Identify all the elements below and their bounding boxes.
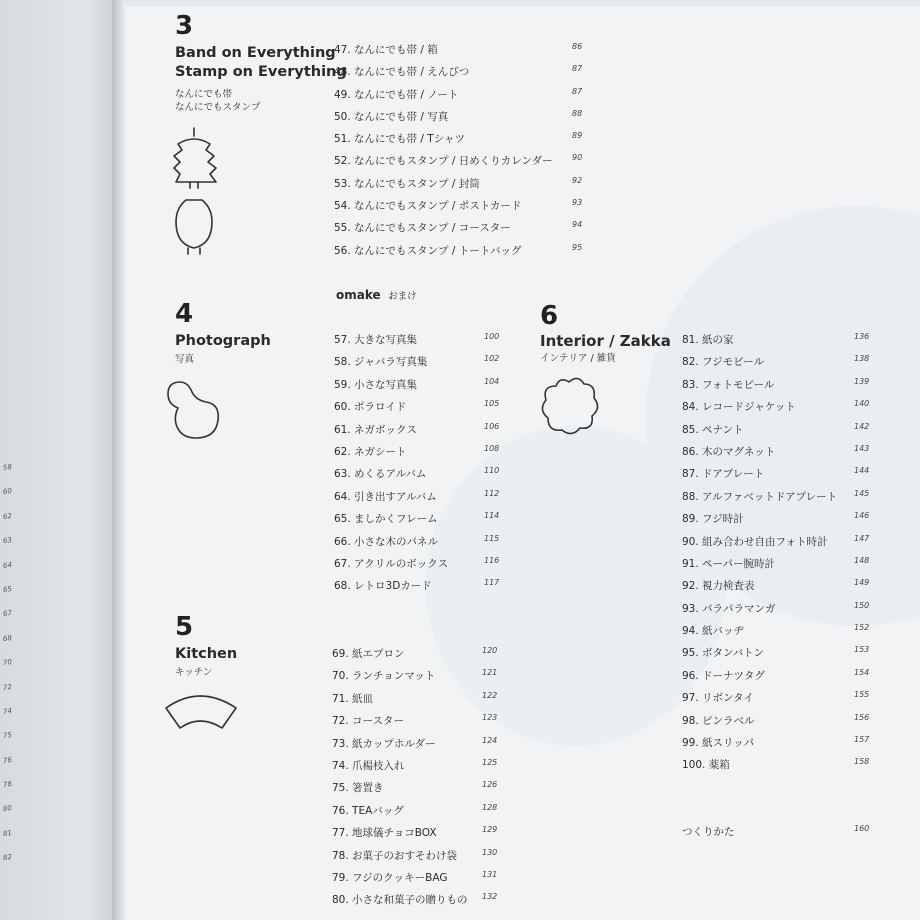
entry-page: 128 — [482, 802, 498, 812]
entry-label: 67. アクリルのボックス — [334, 557, 449, 570]
toc-entry[interactable] — [682, 690, 872, 712]
gourd-icon — [166, 376, 224, 440]
section-title-en: Stamp on Everything — [175, 64, 347, 80]
entry-label: 47. なんにでも帯 / 箱 — [334, 44, 438, 56]
entry-page: 146 — [854, 511, 870, 521]
toc-entry[interactable] — [332, 691, 512, 713]
left-page-number: 68 — [2, 633, 13, 643]
entry-label: 100. 薬箱 — [682, 759, 730, 772]
entry-label: 93. パラパラマンガ — [682, 602, 776, 615]
toc-entry[interactable] — [334, 444, 509, 466]
entry-label: 69. 紙エプロン — [332, 648, 405, 660]
left-page-number: 64 — [2, 560, 13, 570]
entry-page: 143 — [854, 443, 870, 453]
entry-page: 87 — [572, 64, 583, 74]
entry-label: 70. ランチョンマット — [332, 670, 436, 683]
toc-entry[interactable] — [682, 422, 872, 444]
entry-page: 123 — [482, 713, 498, 723]
entry-label: 58. ジャバラ写真集 — [334, 356, 428, 369]
entry-page: 156 — [854, 712, 870, 722]
entry-page: 108 — [484, 443, 500, 453]
entry-page: 136 — [854, 332, 870, 341]
toc-entry[interactable] — [332, 713, 512, 735]
entry-label: 95. ボタンバトン — [682, 647, 765, 660]
toc-entry[interactable] — [334, 64, 584, 86]
entry-page: 149 — [854, 578, 870, 588]
entry-page: 88 — [572, 108, 583, 118]
left-page-numbers — [4, 462, 34, 877]
toc-entry[interactable] — [332, 668, 512, 690]
entry-label: 76. TEAバッグ — [332, 804, 404, 817]
entry-page: 92 — [572, 175, 583, 185]
toc-entry[interactable] — [334, 176, 584, 198]
toc-entry[interactable] — [334, 377, 509, 399]
entry-page: 157 — [854, 735, 870, 745]
toc-entry[interactable] — [334, 354, 509, 376]
entry-label: 59. 小さな写真集 — [334, 378, 418, 391]
section-5-list — [332, 646, 512, 915]
book-gutter — [112, 0, 126, 920]
toc-entry[interactable] — [332, 758, 512, 780]
omake-label — [336, 288, 417, 302]
entry-label: 89. フジ時計 — [682, 513, 744, 526]
section-3-heading — [175, 12, 347, 114]
entry-label: 64. 引き出すアルバム — [334, 490, 437, 503]
entry-page: 152 — [854, 623, 870, 633]
toc-entry[interactable] — [682, 735, 872, 757]
entry-page: 102 — [484, 354, 500, 364]
left-page-number: 60 — [2, 487, 13, 497]
entry-label: 50. なんにでも帯 / 写真 — [334, 110, 449, 123]
section-number: 5 — [175, 612, 194, 642]
entry-page: 86 — [572, 42, 583, 51]
entry-label: 62. ネガシート — [334, 445, 407, 458]
toc-entry[interactable] — [682, 757, 872, 779]
section-title-jp: なんにでも帯 — [175, 89, 233, 100]
toc-entry[interactable] — [682, 668, 872, 690]
toc-entry[interactable] — [334, 332, 509, 354]
entry-label: 73. 紙カップホルダー — [332, 737, 436, 750]
left-page-number: 81 — [2, 828, 13, 838]
section-title-en: Interior / Zakka — [540, 332, 671, 350]
toc-entry[interactable] — [332, 803, 512, 825]
entry-page: 100 — [484, 332, 500, 341]
entry-page: 110 — [484, 466, 500, 476]
toc-entry[interactable] — [334, 42, 584, 64]
left-page-number: 62 — [2, 511, 13, 521]
toc-entry[interactable] — [682, 399, 872, 421]
entry-label: 99. 紙スリッパ — [682, 737, 755, 750]
toc-entry[interactable] — [334, 87, 584, 109]
toc-entry[interactable] — [682, 578, 872, 600]
section-3-list — [334, 42, 584, 265]
entry-page: 130 — [482, 847, 498, 857]
entry-page: 144 — [854, 466, 870, 476]
entry-label: 60. ポラロイド — [334, 401, 407, 414]
section-number: 6 — [540, 301, 559, 331]
toc-entry[interactable] — [332, 825, 512, 847]
toc-entry[interactable] — [334, 578, 509, 600]
left-page-number: 58 — [2, 462, 13, 473]
entry-label: 98. ピンラベル — [682, 714, 755, 727]
toc-entry[interactable] — [682, 556, 872, 578]
section-6-heading — [540, 302, 671, 365]
left-page-number: 72 — [2, 682, 13, 692]
entry-label: 65. ましかくフレーム — [334, 513, 438, 526]
toc-entry[interactable] — [332, 736, 512, 758]
left-page-number: 80 — [2, 804, 13, 814]
entry-page: 104 — [484, 376, 500, 386]
entry-label: 86. 木のマグネット — [682, 445, 776, 458]
section-6-list — [682, 332, 872, 780]
section-number: 4 — [175, 299, 194, 329]
entry-page: 105 — [484, 399, 500, 409]
toc-entry[interactable] — [332, 870, 512, 892]
entry-label: 52. なんにでもスタンプ / 日めくりカレンダー — [334, 155, 553, 168]
entry-label: 97. リボンタイ — [682, 692, 754, 705]
section-title-jp: キッチン — [175, 667, 213, 678]
toc-entry[interactable] — [682, 645, 872, 667]
toc-entry[interactable] — [682, 713, 872, 735]
entry-page: 142 — [854, 421, 870, 431]
entry-page: 153 — [854, 645, 870, 655]
toc-entry[interactable] — [332, 646, 512, 668]
entry-page: 114 — [484, 511, 500, 521]
toc-entry[interactable] — [332, 780, 512, 802]
entry-page: 148 — [854, 555, 870, 565]
entry-page: 129 — [482, 825, 498, 835]
section-title-jp: なんにでもスタンプ — [175, 102, 261, 113]
entry-label: 94. 紙バッヂ — [682, 625, 745, 638]
entry-label: 77. 地球儀チョコBOX — [332, 827, 437, 840]
entry-page: 87 — [572, 86, 583, 96]
toc-entry[interactable] — [682, 444, 872, 466]
left-page-number: 78 — [2, 780, 13, 790]
left-page-number: 74 — [2, 706, 13, 717]
toc-entry[interactable] — [682, 489, 872, 511]
left-page-number: 75 — [2, 731, 13, 741]
entry-label: 68. レトロ3Dカード — [334, 580, 432, 593]
section-4-list — [334, 332, 509, 601]
entry-page: 90 — [572, 153, 583, 163]
entry-page: 125 — [482, 757, 498, 767]
entry-label: 88. アルファベットドアプレート — [682, 490, 838, 503]
toc-entry[interactable] — [334, 153, 584, 175]
entry-label: 83. フォトモビール — [682, 378, 775, 391]
section-number: 3 — [175, 11, 194, 41]
toc-entry[interactable] — [334, 109, 584, 131]
toc-entry[interactable] — [334, 243, 584, 265]
toc-entry[interactable] — [682, 377, 872, 399]
entry-page: 132 — [482, 892, 498, 902]
entry-page: 120 — [482, 646, 498, 655]
entry-page: 116 — [484, 555, 500, 565]
entry-page: 154 — [854, 667, 870, 677]
toc-entry[interactable] — [332, 892, 512, 914]
entry-page: 95 — [572, 242, 583, 252]
toc-entry[interactable] — [334, 399, 509, 421]
entry-label: 85. ペナント — [682, 423, 744, 436]
entry-page: 150 — [854, 600, 870, 610]
entry-page: 115 — [484, 533, 500, 543]
toc-entry[interactable] — [334, 489, 509, 511]
entry-label: 79. フジのクッキーBAG — [332, 871, 448, 884]
toc-entry[interactable] — [334, 556, 509, 578]
toc-entry[interactable] — [334, 220, 584, 242]
entry-label: 54. なんにでもスタンプ / ポストカード — [334, 200, 522, 213]
toc-entry[interactable] — [334, 198, 584, 220]
entry-label: 72. コースター — [332, 715, 405, 728]
entry-label: 96. ドーナツタグ — [682, 669, 765, 682]
entry-page: 122 — [482, 690, 498, 700]
entry-page: 140 — [854, 399, 870, 409]
toc-entry[interactable] — [682, 534, 872, 556]
entry-label: 87. ドアプレート — [682, 468, 765, 481]
bread-tower-icon — [170, 126, 222, 256]
entry-label: 82. フジモビール — [682, 356, 764, 369]
section-5-heading — [175, 613, 237, 679]
section-title-jp: 写真 — [175, 354, 195, 365]
entry-label: つくりかた — [682, 826, 735, 838]
entry-label: 57. 大きな写真集 — [334, 334, 418, 346]
entry-page: 89 — [572, 131, 583, 141]
entry-label: 66. 小さな木のパネル — [334, 535, 439, 548]
entry-label: 84. レコードジャケット — [682, 401, 796, 414]
entry-label: 63. めくるアルバム — [334, 468, 427, 481]
toc-entry[interactable] — [682, 332, 872, 354]
plum-blossom-icon — [538, 376, 600, 436]
toc-entry[interactable] — [682, 623, 872, 645]
left-page-number: 67 — [2, 609, 13, 619]
entry-label: 92. 視力検査表 — [682, 580, 755, 593]
entry-label: 55. なんにでもスタンプ / コースター — [334, 222, 511, 235]
entry-page: 160 — [854, 824, 870, 833]
entry-page: 126 — [482, 780, 498, 790]
toc-entry[interactable] — [682, 354, 872, 376]
entry-label: 81. 紙の家 — [682, 334, 734, 346]
entry-label: 74. 爪楊枝入れ — [332, 759, 405, 772]
toc-entry[interactable] — [682, 601, 872, 623]
entry-page: 112 — [484, 488, 500, 498]
entry-page: 147 — [854, 533, 870, 543]
entry-page: 93 — [572, 198, 583, 208]
entry-label: 49. なんにでも帯 / ノート — [334, 88, 459, 101]
entry-label: 80. 小さな和菓子の贈りもの — [332, 894, 468, 907]
entry-page: 117 — [484, 578, 500, 588]
toc-entry[interactable] — [682, 511, 872, 533]
section-4-heading — [175, 300, 271, 366]
toc-entry[interactable] — [334, 131, 584, 153]
entry-page: 139 — [854, 376, 870, 386]
left-page-number: 82 — [2, 853, 13, 863]
contents-page — [126, 6, 920, 920]
entry-label: 51. なんにでも帯 / Tシャツ — [334, 133, 465, 146]
section-title-en: Kitchen — [175, 646, 238, 662]
entry-label: 78. お菓子のおすそわけ袋 — [332, 849, 458, 862]
entry-label: 75. 箸置き — [332, 782, 384, 795]
omake-jp: おまけ — [388, 291, 417, 302]
section-title-jp: インテリア / 雑貨 — [540, 353, 616, 364]
toc-entry[interactable] — [682, 466, 872, 488]
entry-page: 94 — [572, 220, 583, 230]
toc-entry[interactable] — [334, 534, 509, 556]
section-title-en: Band on Everything — [175, 45, 336, 61]
left-page-number: 70 — [2, 658, 13, 668]
omake-en: omake — [336, 288, 381, 302]
left-page-number: 65 — [2, 584, 13, 595]
entry-label: 48. なんにでも帯 / えんぴつ — [334, 66, 470, 79]
toc-entry[interactable] — [334, 466, 509, 488]
entry-label: 91. ペーパー腕時計 — [682, 557, 776, 570]
entry-label: 56. なんにでもスタンプ / トートバッグ — [334, 244, 522, 257]
section-title-en: Photograph — [175, 333, 271, 349]
entry-page: 121 — [482, 668, 498, 678]
entry-page: 155 — [854, 690, 870, 700]
entry-page: 106 — [484, 421, 500, 431]
entry-label: 71. 紙皿 — [332, 692, 374, 705]
entry-page: 124 — [482, 735, 498, 745]
entry-label: 90. 組み合わせ自由フォト時計 — [682, 535, 828, 548]
entry-page: 158 — [854, 757, 870, 767]
entry-label: 61. ネガボックス — [334, 423, 417, 436]
fan-icon — [164, 690, 238, 730]
entry-page: 138 — [854, 354, 870, 364]
toc-entry[interactable] — [334, 422, 509, 444]
toc-entry[interactable] — [334, 511, 509, 533]
entry-page: 131 — [482, 869, 498, 879]
left-page-number: 76 — [2, 755, 13, 765]
toc-entry[interactable] — [332, 848, 512, 870]
left-page-number: 63 — [2, 536, 13, 546]
entry-label: 53. なんにでもスタンプ / 封筒 — [334, 177, 480, 190]
left-page — [0, 0, 122, 920]
entry-page: 145 — [854, 488, 870, 498]
howto-entry[interactable] — [682, 824, 872, 838]
